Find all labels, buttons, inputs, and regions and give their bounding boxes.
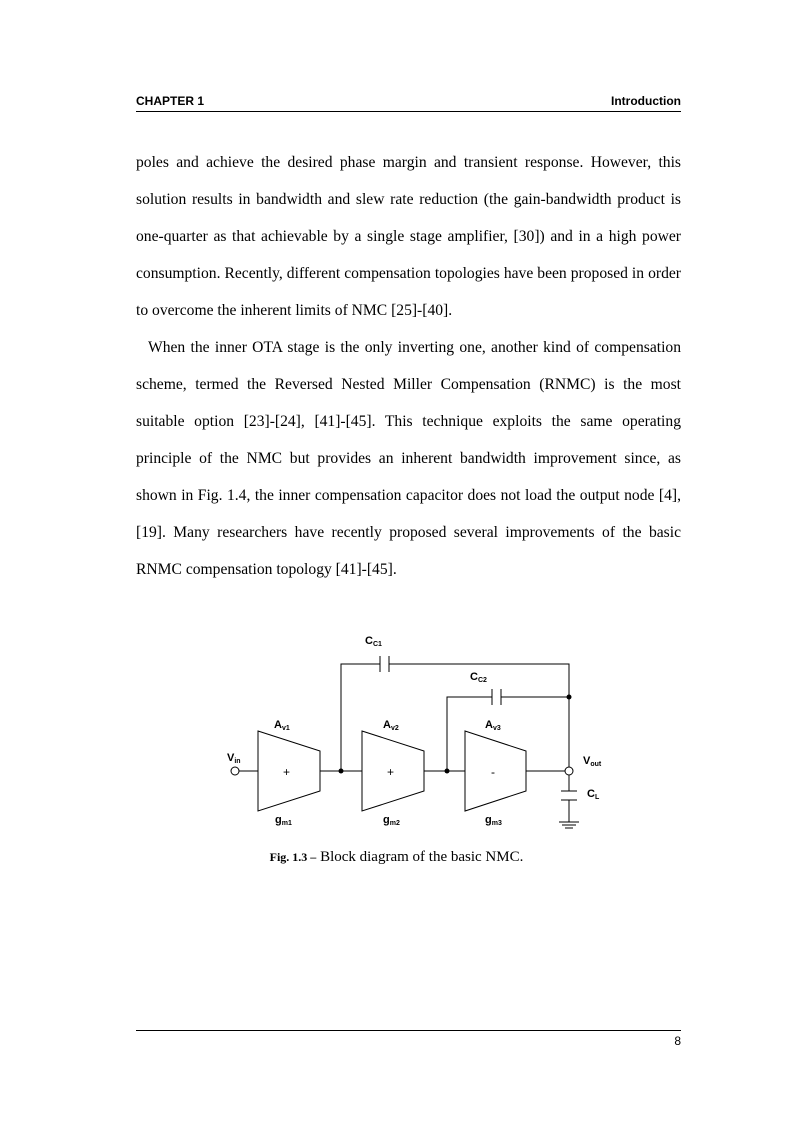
page-header bbox=[136, 93, 681, 112]
caption-label: Fig. 1.3 – bbox=[269, 850, 317, 864]
vout-label: Vout bbox=[583, 755, 602, 768]
chapter-label: CHAPTER 1 bbox=[136, 94, 205, 108]
block2-sign: + bbox=[387, 765, 395, 779]
gm3-label: gm3 bbox=[485, 814, 502, 827]
block1-sign: + bbox=[283, 765, 291, 779]
block3-sign: - bbox=[491, 765, 495, 779]
cl-label: CL bbox=[587, 788, 600, 801]
figure-caption bbox=[0, 849, 793, 866]
footer-rule bbox=[136, 1030, 681, 1031]
caption-text: Block diagram of the basic NMC. bbox=[316, 849, 524, 865]
gm2-label: gm2 bbox=[383, 814, 400, 827]
av1-label: Av1 bbox=[274, 719, 290, 732]
av3-label: Av3 bbox=[485, 719, 501, 732]
av2-label: Av2 bbox=[383, 719, 399, 732]
body-text bbox=[136, 144, 681, 588]
vin-label: Vin bbox=[227, 752, 241, 765]
cc1-label: CC1 bbox=[365, 635, 382, 648]
page-number: 8 bbox=[674, 1034, 681, 1048]
nmc-block-diagram bbox=[220, 625, 610, 840]
section-title: Introduction bbox=[611, 94, 681, 108]
gm1-label: gm1 bbox=[275, 814, 292, 827]
paragraph: poles and achieve the desired phase margin and transient response. However, this solution results in bandwidth and slew rate reduction (the gain-bandwidth product is one-quarter as that achievable by a single stage amplifier, [30]) and in a high power consumption. Recently, different compensation topologies have been proposed in order to overcome the inherent limits of NMC [25]-[40]. bbox=[136, 154, 681, 319]
cc2-label: CC2 bbox=[470, 671, 487, 684]
paragraph: When the inner OTA stage is the only inverting one, another kind of compensation scheme, termed the Reversed Nested Miller Compensation (RNMC) is the most suitable option [23]-[24], [41]-[45]. This technique exploits the same operating principle of the NMC but provides an inherent bandwidth improvement since, as shown in Fig. 1.4, the inner compensation capacitor does not load the output node [4], [19]. Many researchers have recently proposed several improvements of the basic RNMC compensation topology [41]-[45]. bbox=[136, 339, 681, 578]
